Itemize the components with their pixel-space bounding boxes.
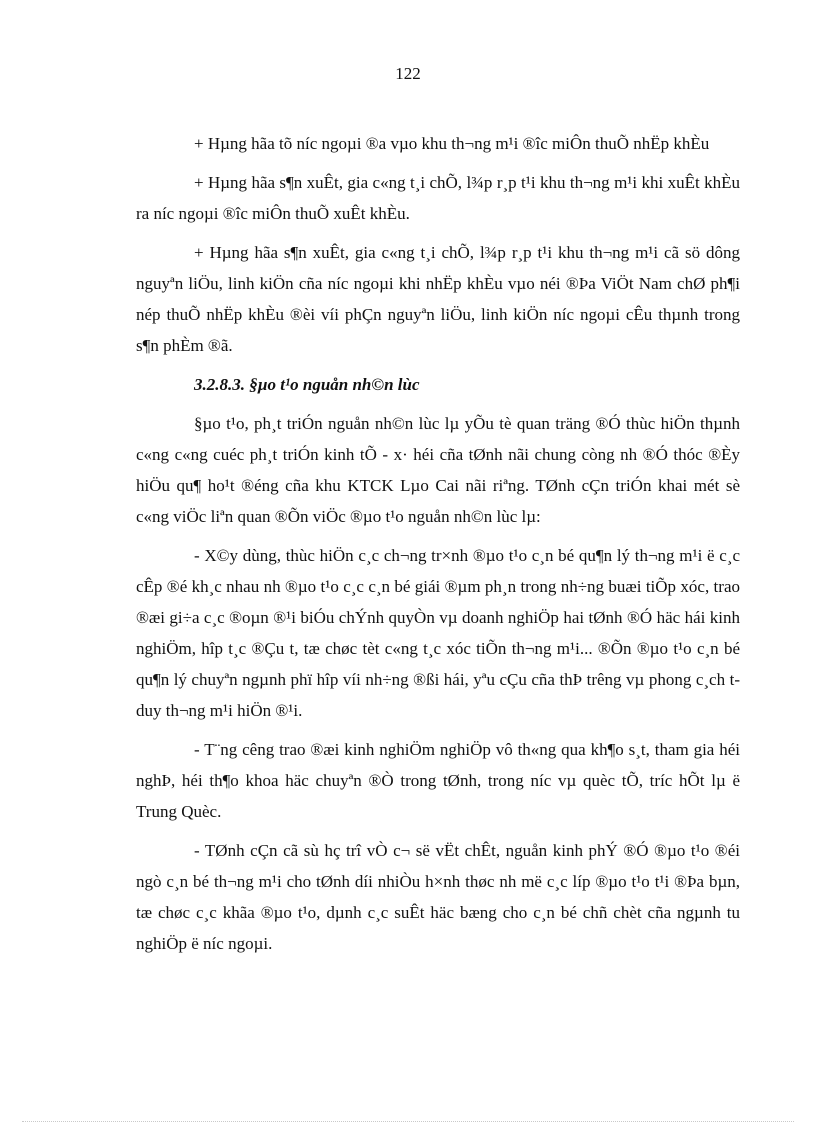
document-body <box>136 128 740 967</box>
paragraph-experience-exchange: - T¨ng cêng trao ®æi kinh nghiÖm nghiÖp vô th«ng qua kh¶o s¸t, tham gia héi nghÞ, héi th¶o khoa häc chuyªn ®Ò trong tØnh, trong níc vµ quèc tÕ, tríc hÕt lµ ë Trung Quèc. <box>136 740 740 821</box>
section-heading: 3.2.8.3. §µo t¹o nguån nh©n lùc <box>194 375 420 394</box>
paragraph-support-funding: - TØnh cÇn cã sù hç trî vÒ c¬ së vËt chÊt, nguån kinh phÝ ®Ó ®µo t¹o ®éi ngò c¸n bé th¬ng m¹i cho tØnh díi nhiÒu h×nh thøc nh më c¸c líp ®µo t¹o t¹i ®Þa bµn, tæ chøc c¸c khãa ®µo t¹o, dµnh c¸c suÊt häc bæng cho c¸n bé chñ chèt cña ngµnh tu nghiÖp ë níc ngoµi. <box>136 841 740 953</box>
page-number: 122 <box>395 64 421 83</box>
paragraph-training-programs: - X©y dùng, thùc hiÖn c¸c ch¬ng tr×nh ®µo t¹o c¸n bé qu¶n lý th¬ng m¹i ë c¸c cÊp ®é kh¸c nhau nh ®µo t¹o c¸c c¸n bé giái ®µm ph¸n trong nh÷ng buæi tiÕp xóc, trao ®æi gi÷a c¸c ®oµn ®¹i biÓu chÝnh quyÒn vµ doanh nghiÖp hai tØnh ®Ó häc hái kinh nghiÖm, hîp t¸c ®Çu t, tæ chøc tèt c«ng t¸c xóc tiÕn th¬ng m¹i... ®Õn ®µo t¹o c¸n bé qu¶n lý chuyªn ngµnh phï hîp víi nh÷ng ®ßi hái, yªu cÇu cña thÞ trêng vµ phong c¸ch t duy th¬ng m¹i hiÖn ®¹i. <box>136 546 740 720</box>
paragraph-domestic-import-tax: + Hµng hãa s¶n xuÊt, gia c«ng t¸i chÕ, l¾p r¸p t¹i khu th¬ng m¹i cã sö dông nguyªn liÖu, linh kiÖn cña níc ngoµi khi nhËp khÈu vµo néi ®Þa ViÖt Nam chØ ph¶i nép thuÕ nhËp khÈu ®èi víi phÇn nguyªn liÖu, linh kiÖn níc ngoµi cÊu thµnh trong s¶n phÈm ®ã. <box>136 243 740 355</box>
paragraph-training-intro: §µo t¹o, ph¸t triÓn nguån nh©n lùc lµ yÕu tè quan träng ®Ó thùc hiÖn thµnh c«ng c«ng cuéc ph¸t triÓn kinh tÕ - x· héi cña tØnh nãi chung còng nh ®Ó thóc ®Èy hiÖu qu¶ ho¹t ®éng cña khu KTCK Lµo Cai nãi riªng. TØnh cÇn triÓn khai mét sè c«ng viÖc liªn quan ®Õn viÖc ®µo t¹o nguån nh©n lùc lµ: <box>136 414 740 526</box>
paragraph-export-tax: + Hµng hãa s¶n xuÊt, gia c«ng t¸i chÕ, l¾p r¸p t¹i khu th¬ng m¹i khi xuÊt khÈu ra níc ngoµi ®îc miÔn thuÕ xuÊt khÈu. <box>136 173 740 223</box>
paragraph-import-tax: + Hµng hãa tõ níc ngoµi ®a vµo khu th¬ng m¹i ®îc miÔn thuÕ nhËp khÈu <box>194 134 710 153</box>
footer-divider <box>22 1121 794 1122</box>
